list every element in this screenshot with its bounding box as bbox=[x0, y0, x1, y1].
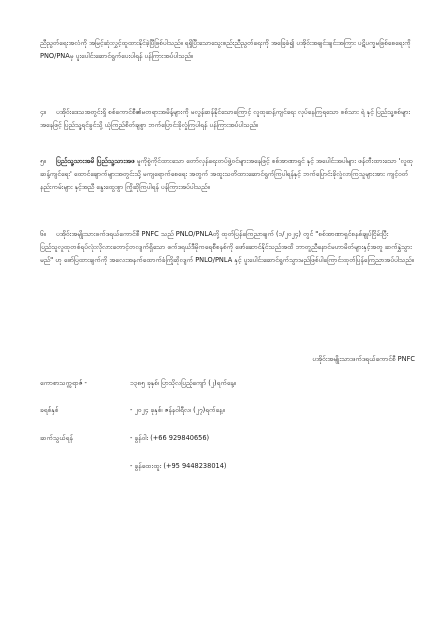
paragraph-text: ပအိုဝ်းဒေသအတွင်းရှိ စစ်ကောင်စီ၏မတရားအမိန့်များကို မလွန်ဆန်နိုင်သောကြောင့် လူထုဆန့်ကျင်ရေး လုပ်နေကြရသော စစ်သား ရဲ နှင့် ပြည်သူ့စစ်များအနေဖြင့် ပြည်သူ့ရင်ခွင်သို့ ယုံကြည်စိတ်ချစွာ ဘက်ပြောင်းခိုလှုံကြပါရန် ပန်ကြားအပ်ပါသည်။ bbox=[40, 108, 411, 129]
info-label: ခရစ်နှစ် bbox=[40, 406, 59, 414]
paragraph-lead: ပြည်သူ့သားအမိ ပြည်သူ့သားအဖ bbox=[56, 157, 135, 165]
info-label: ကောစာသက္ကရာဇ် - bbox=[40, 379, 87, 387]
signature-line: ပအိုဝ်းအမျိုးသားဖက်ဒရယ်ကောင်စီ PNFC bbox=[312, 355, 415, 363]
paragraph-number: ၆။ bbox=[40, 230, 46, 238]
info-value: - ခွန်ထေးထူး (+95 9448238014) bbox=[130, 462, 227, 470]
paragraph-3-continuation bbox=[40, 37, 418, 63]
info-value: - ခွန်ဝါး (+66 929840656) bbox=[130, 434, 210, 442]
paragraph-text: မူကိုစွဲကိုင်ထားသော တော်လှန်ရေးတပ်ဖွဲ့ဝင်များအနေဖြင့် စစ်အာဏာရှင် နှင့် အပေါင်းအပါများ ဖန်တီးထားသော 'လူထုဆန့်ကျင်ရေး' ထောင်ချောက်များအတွင်းသို့ မကျရောက်စေရေး အတွက် အထူးသတိထားဆောင်ရွက်ကြပါရန်နှင့် ဘက်ပြောင်းခိုလှုံလာကြသူများအား ကျင့်ဝတ်နည်းကမ်းများ နှင့်အညီ နွေးထွေးစွာ ကြိုဆိုကြပါရန် ပန်ကြားအပ်ပါသည်။ bbox=[40, 157, 413, 191]
paragraph-5 bbox=[40, 155, 418, 194]
paragraph-4 bbox=[40, 106, 418, 132]
paragraph-text: ပအိုဝ်းအမျိုးသားဖက်ဒရယ်ကောင်စီ PNFC သည် PNLO/PNLAတို့ ထုတ်ပြန်ကြေညာချက် (၁/၂၀၂၄) တွင် "စစ်အာဏာရှင်စနစ်ချုပ်ငြိမ်းပြီး ပြည်သူလူထုတစ်ရပ်လုံးလိုလားတောင့်တလျက်ရှိသော ဖက်ဒရယ်ဒီမိုကရေစီစနစ်ကို ဖော်ဆောင်နိုင်သည်အထိ ဘာတူညီနောင်မဟာမိတ်များနှင့်အတူ ဆက်နွှဲသွားမည်" ဟု ဖော်ပြထားချက်ကို အလေးအနက်ထောက်ခံကြိုဆိုလျက် PNLO/PNLA နှင့် ပူးပေါင်းဆောင်ရွက်သွားမည်ဖြစ်ပါကြောင်းထုတ်ပြန်ကြေညာအပ်ပါသည်။ bbox=[40, 230, 414, 264]
info-label: ဆက်သွယ်ရန် bbox=[40, 434, 73, 442]
paragraph-number: ၄။ bbox=[40, 108, 46, 116]
paragraph-6 bbox=[40, 228, 418, 267]
info-value: ၁၃၈၅ ခုနှစ်၊ ပြာသိုလပြည့်ကျော် (၂)ရက်နေ့။ bbox=[130, 379, 236, 387]
info-value: - ၂၀၂၄ ခုနှစ်၊ ဇန်နဝါရီလ၊ (၂၇)ရက်နေ့။ bbox=[130, 406, 225, 414]
paragraph-number: ၅။ bbox=[40, 157, 46, 165]
paragraph-text: ညီညွတ်ရေးအလံကို အမြင့်ဆုံးလွှင့်ထူထားနိုင်ခဲ့ပြီဖြစ်ပါသည်။ ရရှိပြီးသောသွေးစည်းညီညွတ်ရေးကို အခြေခံ၍ ပအိုဝ်းအချင်းချင်းအကြား ပဋိပက္ခမဖြစ်စေရေးကို PNO/PNAမှ ပူးပေါင်းဆောင်ရွက်ပေးပါရန် ပန်ကြားအပ်ပါသည်။ bbox=[40, 39, 411, 60]
